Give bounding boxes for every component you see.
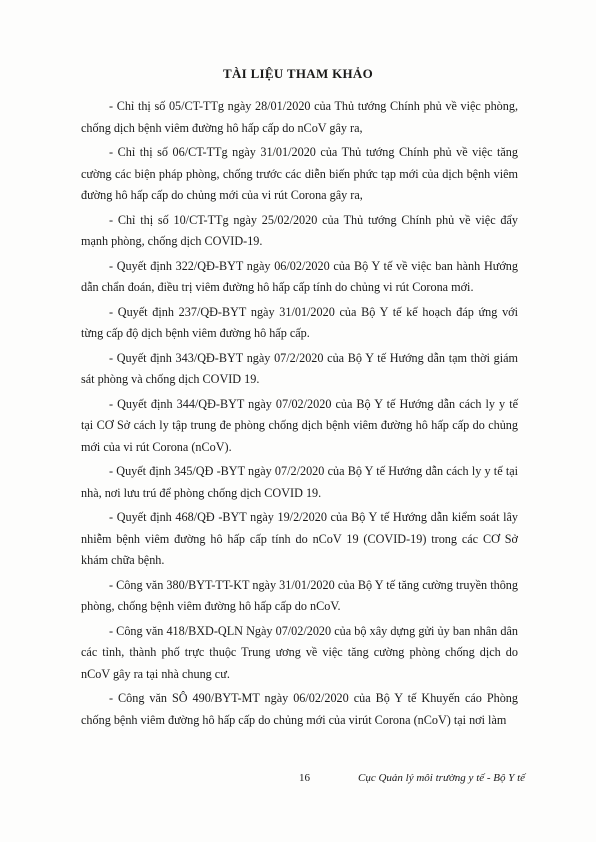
reference-item: - Công văn 380/BYT-TT-KT ngày 31/01/2020 của Bộ Y tế tăng cường truyền thông phòng, chống bệnh viêm đường hô hấp cấp do nCoV. bbox=[81, 577, 518, 613]
footer-source: Cục Quản lý môi trường y tế - Bộ Y tế bbox=[358, 772, 526, 784]
reference-item: - Công văn SÔ 490/BYT-MT ngày 06/02/2020 của Bộ Y tế Khuyến cáo Phòng chống bệnh viêm đường hô hấp cấp do chủng mới của virút Corona (nCoV) tại nơi làm bbox=[81, 691, 518, 727]
reference-item: - Quyết định 237/QĐ-BYT ngày 31/01/2020 của Bộ Y tế kế hoạch đáp ứng với từng cấp độ dịch bệnh viêm đường hô hấp cấp. bbox=[81, 304, 518, 340]
reference-list bbox=[81, 96, 518, 734]
reference-item: - Quyết định 468/QĐ -BYT ngày 19/2/2020 của Bộ Y tế Hướng dẫn kiểm soát lây nhiễm bệnh viêm đường hô hấp cấp tính do nCoV 19 (COVID-19) trong các CƠ Sở khám chữa bệnh. bbox=[81, 510, 518, 567]
page-footer bbox=[0, 772, 596, 792]
reference-item: - Công văn 418/BXD-QLN Ngày 07/02/2020 của bộ xây dựng gửi ủy ban nhân dân các tỉnh, thành phố trực thuộc Trung ương về việc tăng cường phòng chống dịch do nCoV gây ra tại nhà chung cư. bbox=[81, 623, 518, 681]
reference-item: - Quyết định 322/QĐ-BYT ngày 06/02/2020 của Bộ Y tế về việc ban hành Hướng dẫn chẩn đoán, điều trị viêm đường hô hấp cấp tính do chủng vi rút Corona mới. bbox=[81, 258, 518, 294]
reference-item: - Chỉ thị số 06/CT-TTg ngày 31/01/2020 của Thủ tướng Chính phủ về việc tăng cường các biện pháp phòng, chống trước các diễn biến phức tạp mới của dịch bệnh viêm đường hô hấp cấp do chủng mới của vi rút Corona gây ra, bbox=[81, 145, 518, 202]
reference-item: - Quyết định 345/QĐ -BYT ngày 07/2/2020 của Bộ Y tế Hướng dẫn cách ly y tế tại nhà, nơi lưu trú để phòng chống dịch COVID 19. bbox=[81, 464, 518, 500]
page-title: TÀI LIỆU THAM KHẢO bbox=[223, 66, 373, 81]
reference-item: - Quyết định 343/QĐ-BYT ngày 07/2/2020 của Bộ Y tế Hướng dẫn tạm thời giám sát phòng và chống dịch COVID 19. bbox=[81, 350, 518, 386]
page-number: 16 bbox=[299, 772, 310, 784]
reference-item: - Chỉ thị số 05/CT-TTg ngày 28/01/2020 của Thủ tướng Chính phủ về việc phòng, chống dịch bệnh viêm đường hô hấp cấp do nCoV gây ra, bbox=[81, 99, 518, 135]
reference-item: - Chỉ thị số 10/CT-TTg ngày 25/02/2020 của Thủ tướng Chính phủ về việc đẩy mạnh phòng, chống dịch COVID-19. bbox=[81, 212, 518, 248]
reference-item: - Quyết định 344/QĐ-BYT ngày 07/02/2020 của Bộ Y tế Hướng dẫn cách ly y tế tại CƠ Sở cách ly tập trung đe phòng chống dịch bệnh viêm đường hô hấp cấp do chủng mới của vi rút Corona (nCoV). bbox=[81, 396, 518, 454]
